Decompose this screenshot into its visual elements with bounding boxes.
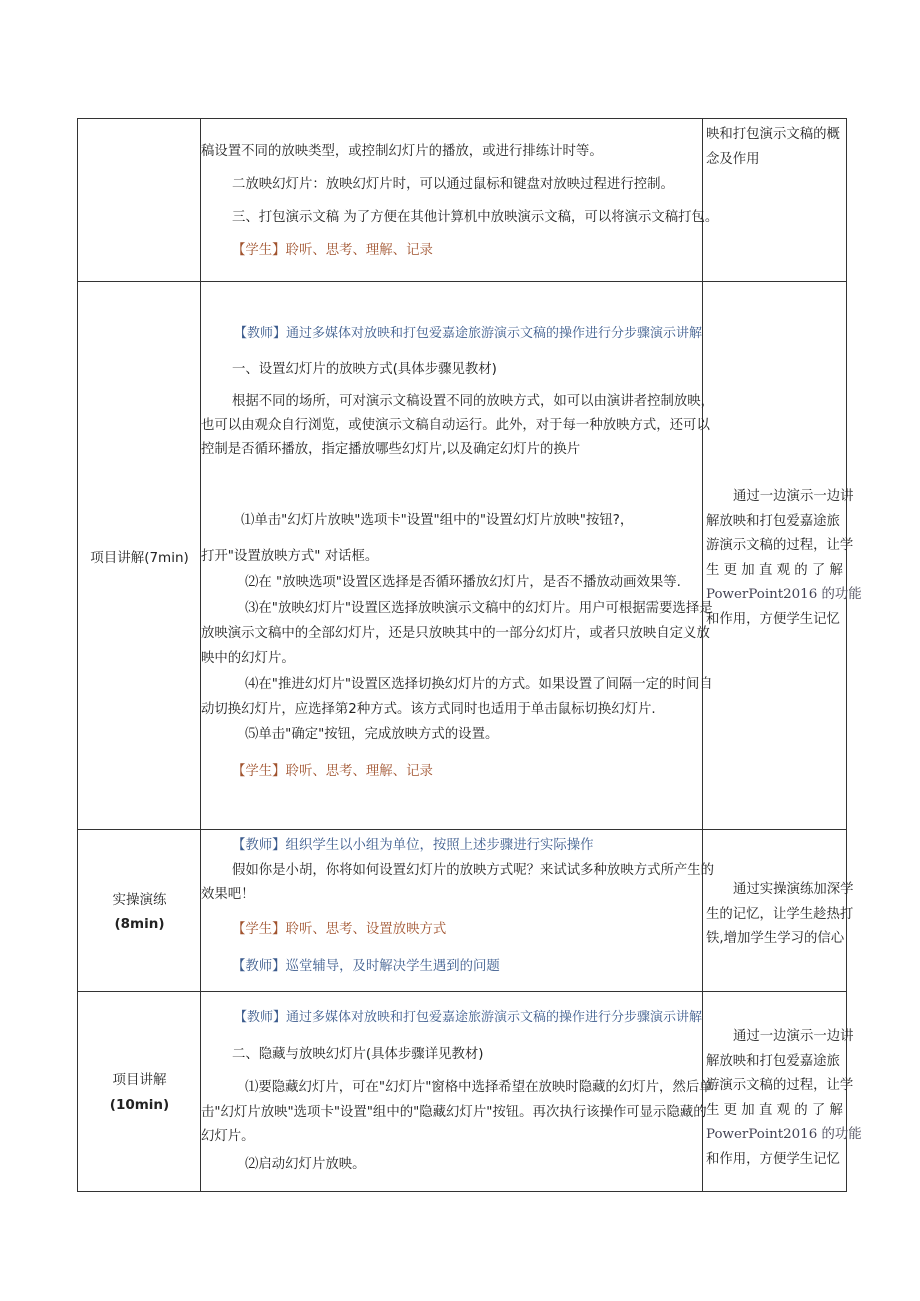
note-cell [703,830,854,991]
note-cell [703,992,862,1192]
content-line: 击"幻灯片放映"选项卡"设置"组中的"隐藏幻灯片"按钮。再次执行该操作可显示隐藏的 [201,1105,707,1120]
content-line: 稿设置不同的放映类型，或控制幻灯片的播放，或进行排练计时等。 [201,144,603,159]
stage-name: 项目讲解(7min) [90,550,189,566]
lesson-plan-table [77,118,862,1192]
teacher-activity: 【教师】巡堂辅导，及时解决学生遇到的问题 [232,959,500,974]
section-heading: 二、隐藏与放映幻灯片(具体步骤详见教材) [232,1047,484,1062]
content-line: ⑶在"放映幻灯片"设置区选择放映演示文稿中的幻灯片。用户可根据需要选择是 [245,601,713,616]
content-line: 打开"设置放映方式" 对话框。 [201,549,379,564]
content-cell [201,282,715,829]
note-line: PowerPoint2016 的功能 [706,587,862,602]
content-line: 放映演示文稿中的全部幻灯片，还是只放映其中的一部分幻灯片，或者只放映自定义放 [201,626,710,641]
content-line: 映中的幻灯片。 [201,651,295,666]
stage-name: 项目讲解 [112,1072,167,1088]
stage-cell [78,282,201,829]
note-line: 生 更 加 直 观 的 了 解 [706,562,843,578]
note-cell [703,119,846,281]
note-line: 解放映和打包爱嘉途旅 [706,1053,840,1069]
content-line: ⑴要隐藏幻灯片，可在"幻灯片"窗格中选择希望在放映时隐藏的幻灯片，然后单 [245,1080,713,1095]
content-line: 三、打包演示文稿 为了方便在其他计算机中放映演示文稿，可以将演示文稿打包。 [232,210,719,225]
note-line: 通过实操演练加深学 [733,882,854,897]
stage-cell [78,119,201,281]
content-line: 效果吧！ [201,887,255,902]
table-row [78,992,862,1192]
stage-cell [78,992,201,1192]
note-cell [703,282,862,829]
note-line: 生 更 加 直 观 的 了 解 [706,1102,843,1118]
note-line: 铁,增加学生学习的信心 [706,931,845,946]
table-row [78,119,846,282]
note-line: 解放映和打包爱嘉途旅 [706,513,840,529]
note-line: PowerPoint2016 的功能 [706,1127,862,1142]
note-line: 游演示文稿的过程，让学 [706,538,854,553]
content-line: 动切换幻灯片，应选择第2种方式。该方式同时也适用于单击鼠标切换幻灯片. [201,702,656,717]
content-line: ⑷在"推进幻灯片"设置区选择切换幻灯片的方式。如果设置了间隔一定的时间自 [245,677,713,692]
note-line: 游演示文稿的过程，让学 [706,1078,854,1093]
content-line: ⑵在 "放映选项"设置区选择是否循环播放幻灯片，是否不播放动画效果等. [245,575,681,590]
note-line: 通过一边演示一边讲 [733,489,854,504]
section-heading: 一、设置幻灯片的放映方式(具体步骤见教材) [232,362,497,377]
stage-time: (8min) [114,916,165,932]
content-line: 控制是否循环播放，指定播放哪些幻灯片,以及确定幻灯片的换片 [201,442,581,457]
note-line: 和作用，方便学生记忆 [706,611,840,627]
table-row [78,282,862,830]
student-activity: 【学生】聆听、思考、理解、记录 [232,764,433,779]
content-line: 根据不同的场所，可对演示文稿设置不同的放映方式，如可以由演讲者控制放映， [232,394,715,409]
note-line: 和作用，方便学生记忆 [706,1151,840,1167]
stage-name: 实操演练 [112,892,167,908]
note-line: 念及作用 [706,151,760,167]
content-cell [201,119,719,281]
teacher-activity: 【教师】组织学生以小组为单位，按照上述步骤进行实际操作 [232,838,594,853]
content-line: ⑵启动幻灯片放映。 [245,1157,366,1172]
teacher-activity: 【教师】通过多媒体对放映和打包爱嘉途旅游演示文稿的操作进行分步骤演示讲解 [234,1010,703,1025]
student-activity: 【学生】聆听、思考、理解、记录 [232,243,433,258]
note-line: 通过一边演示一边讲 [733,1029,854,1044]
content-cell [201,992,713,1192]
content-line: 假如你是小胡，你将如何设置幻灯片的放映方式呢？来试试多种放映方式所产生的 [232,863,715,878]
note-line: 映和打包演示文稿的概 [706,127,840,142]
content-line: 二放映幻灯片：放映幻灯片时，可以通过鼠标和键盘对放映过程进行控制。 [232,177,674,192]
content-line: ⑴单击"幻灯片放映"选项卡"设置"组中的"设置幻灯片放映"按钮?， [241,513,634,528]
content-line: 幻灯片。 [201,1129,255,1144]
content-line: 也可以由观众自行浏览，或使演示文稿自动运行。此外，对于每一种放映方式，还可以 [201,418,710,433]
note-line: 生的记忆，让学生趁热打 [706,906,854,922]
table-row [78,830,854,992]
content-line: ⑸单击"确定"按钮，完成放映方式的设置。 [245,727,499,742]
student-activity: 【学生】聆听、思考、设置放映方式 [232,922,447,937]
stage-time: (10min) [109,1097,170,1113]
teacher-activity: 【教师】通过多媒体对放映和打包爱嘉途旅游演示文稿的操作进行分步骤演示讲解 [234,326,703,341]
content-cell [201,830,715,991]
stage-cell [78,830,201,991]
